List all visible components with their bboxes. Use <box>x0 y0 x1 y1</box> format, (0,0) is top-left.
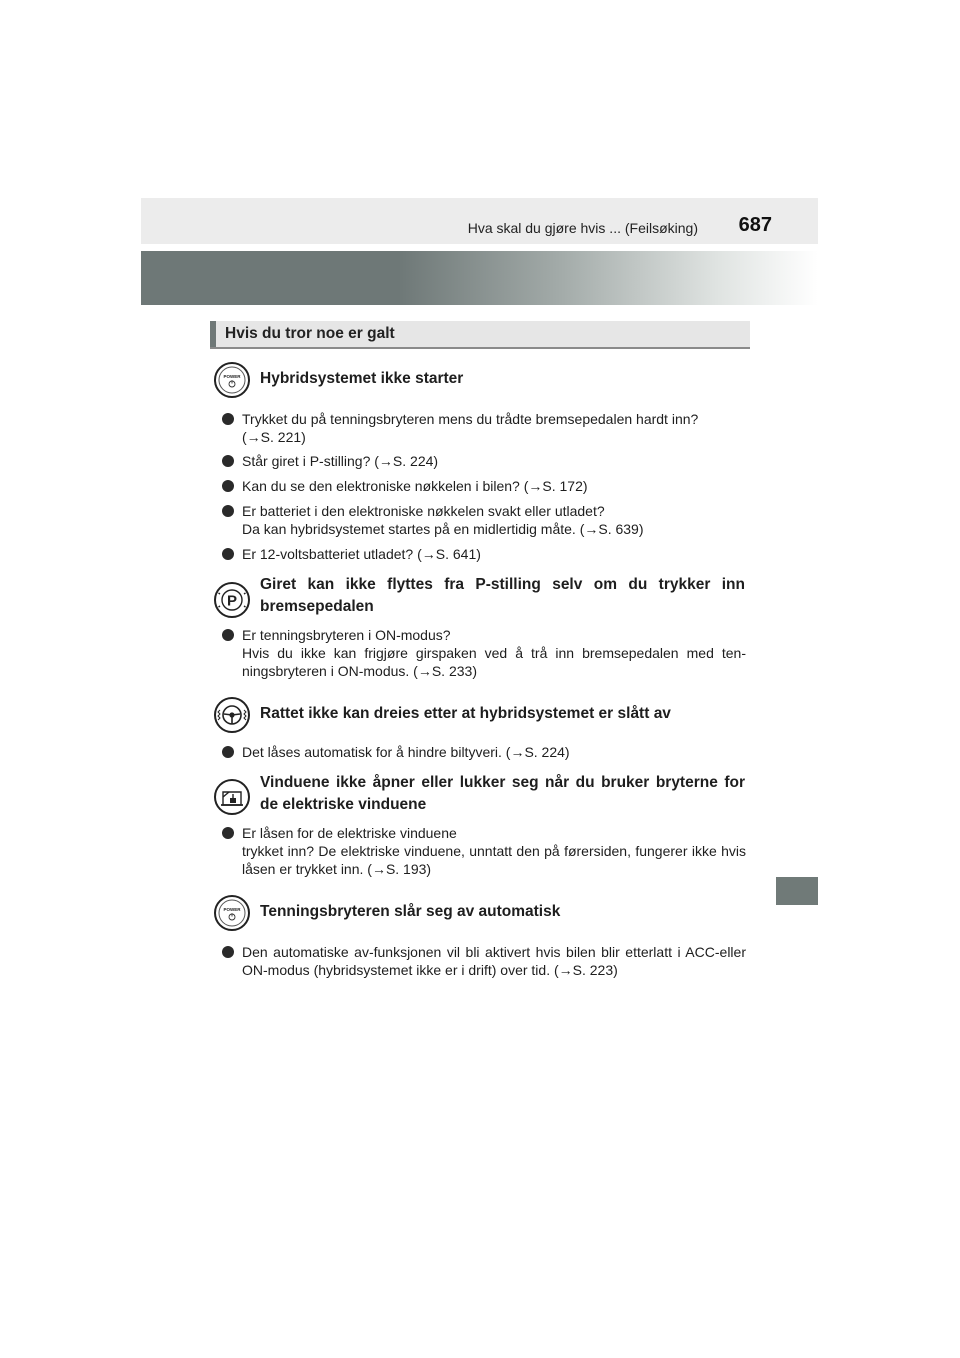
list-item: Kan du se den elektroniske nøkkelen i bilen? (→S. 172) <box>222 477 746 495</box>
list-item: Er tenningsbryteren i ON-modus? Hvis du ikke kan frigjøre girspaken ved å trå inn bremsepedalen med ten-ningsbryteren i ON-modus. (→S. 233) <box>222 626 746 680</box>
bullet-icon <box>222 629 234 641</box>
bullet-icon <box>222 946 234 958</box>
page-number: 687 <box>738 214 772 236</box>
list-item: Står giret i P-stilling? (→S. 224) <box>222 452 746 470</box>
list-item: Det låses automatisk for å hindre biltyveri. (→S. 224) <box>222 743 746 761</box>
section-title-text: Hvis du tror noe er galt <box>225 325 395 342</box>
list-item: Er låsen for de elektriske vinduene trykket inn? De elektriske vinduene, unntatt den på førersiden, fungerer ikke hvis låsen er trykket inn. (→S. 193) <box>222 824 746 878</box>
window-lock-icon <box>214 779 250 815</box>
bullet-icon <box>222 505 234 517</box>
svg-text:POWER: POWER <box>223 907 241 912</box>
bullet-icon <box>222 746 234 758</box>
list-item: Er 12-voltsbatteriet utladet? (→S. 641) <box>222 545 746 563</box>
bullet-icon <box>222 827 234 839</box>
list-item: Er batteriet i den elektroniske nøkkelen svakt eller utladet? Da kan hybridsystemet startes på en midlertidig måte. (→S. 639) <box>222 502 746 538</box>
list-item: Den automatiske av-funksjonen vil bli aktivert hvis bilen blir etterlatt i ACC-eller ON-modus (hybridsystemet ikke er i drift) over tid. (→S. 223) <box>222 943 746 979</box>
section-title <box>210 321 750 349</box>
bullet-icon <box>222 455 234 467</box>
power-button-icon <box>214 362 250 398</box>
heading-power-windows: Vinduene ikke åpner eller lukker seg når du bruker bryterne for de elektriske vinduene <box>260 774 745 813</box>
park-p-icon <box>214 582 250 618</box>
bullet-icon <box>222 413 234 425</box>
power-button-icon <box>214 895 250 931</box>
bullet-icon <box>222 548 234 560</box>
chapter-tab <box>776 877 818 905</box>
bullet-icon <box>222 480 234 492</box>
heading-auto-power-off: Tenningsbryteren slår seg av automatisk <box>260 903 561 920</box>
list-item: Trykket du på tenningsbryteren mens du trådte bremsepedalen hardt inn? (→S. 221) <box>222 410 746 446</box>
header-title: Hva skal du gjøre hvis ... (Feilsøking) <box>467 220 698 236</box>
svg-text:POWER: POWER <box>223 374 241 379</box>
steering-lock-icon <box>214 697 250 733</box>
heading-hybrid-not-starting: Hybridsystemet ikke starter <box>260 370 464 387</box>
heading-steering-lock: Rattet ikke kan dreies etter at hybridsystemet er slått av <box>260 705 671 722</box>
heading-shift-from-p: Giret kan ikke flyttes fra P-stilling selv om du trykker inn bremsepedalen <box>260 576 745 615</box>
chapter-banner <box>141 251 818 305</box>
page-header <box>141 198 818 244</box>
svg-text:P: P <box>226 592 238 610</box>
